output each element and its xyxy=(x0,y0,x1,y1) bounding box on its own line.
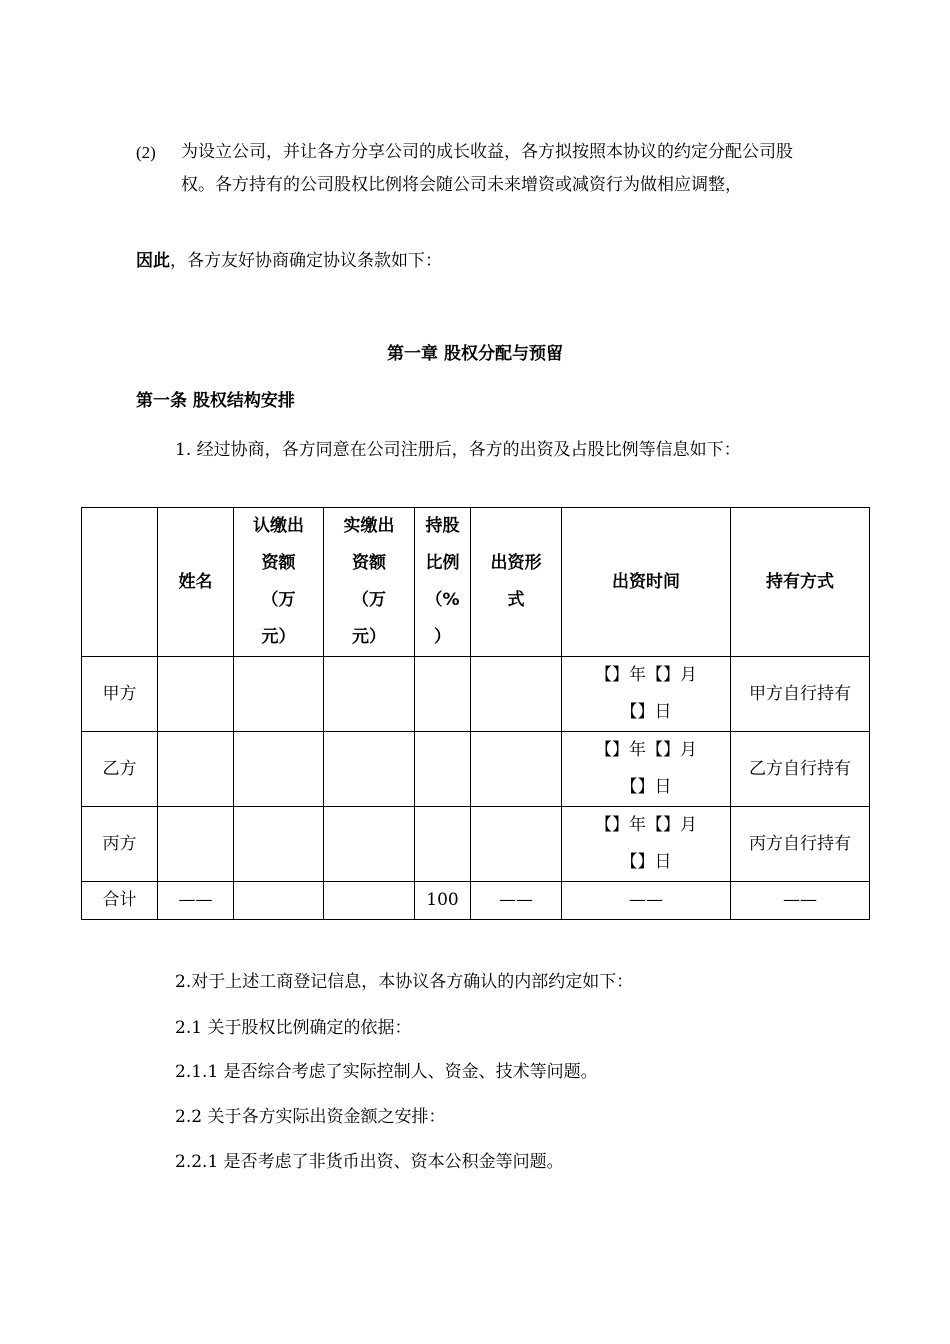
name-cell xyxy=(158,807,234,882)
party-label: 甲方 xyxy=(82,657,158,732)
clause-2-1-1: 2.1.1 是否综合考虑了实际控制人、资金、技术等问题。 xyxy=(175,1062,598,1082)
date-cell: 【】年【】月 【】日 xyxy=(562,807,731,882)
party-label: 丙方 xyxy=(82,807,158,882)
holding-cell: 甲方自行持有 xyxy=(731,657,870,732)
total-date: —— xyxy=(562,882,731,920)
total-ratio: 100 xyxy=(415,882,471,920)
paid-cell xyxy=(324,657,415,732)
name-cell xyxy=(158,732,234,807)
header-subscribed: 认缴出 资额 （万 元） xyxy=(234,508,324,657)
therefore-bold: 因此 xyxy=(136,251,170,271)
clause-1: 1. 经过协商，各方同意在公司注册后，各方的出资及占股比例等信息如下： xyxy=(175,440,741,460)
total-paid xyxy=(324,882,415,920)
holding-cell: 丙方自行持有 xyxy=(731,807,870,882)
total-name: —— xyxy=(158,882,234,920)
table-row xyxy=(82,732,870,807)
recital-number: (2) xyxy=(136,143,156,162)
header-date: 出资时间 xyxy=(562,508,731,657)
date-cell: 【】年【】月 【】日 xyxy=(562,732,731,807)
header-ratio: 持股 比例 （% ） xyxy=(415,508,471,657)
ratio-cell xyxy=(415,657,471,732)
name-cell xyxy=(158,657,234,732)
header-cell xyxy=(82,508,158,657)
chapter-title: 第一章 股权分配与预留 xyxy=(387,344,563,364)
recital-text: 为设立公司，并让各方分享公司的成长收益，各方拟按照本协议的约定分配公司股权。各方持有的公司股权比例将会随公司未来增资或减资行为做相应调整， xyxy=(181,142,793,195)
form-cell xyxy=(471,807,562,882)
total-holding: —— xyxy=(731,882,870,920)
clause-2-2: 2.2 关于各方实际出资金额之安排： xyxy=(175,1107,446,1127)
subscribed-cell xyxy=(234,732,324,807)
therefore-text: ，各方友好协商确定协议条款如下： xyxy=(170,251,442,271)
date-cell: 【】年【】月 【】日 xyxy=(562,657,731,732)
table-row xyxy=(82,807,870,882)
total-subscribed xyxy=(234,882,324,920)
clause-2: 2.对于上述工商登记信息，本协议各方确认的内部约定如下： xyxy=(175,972,634,992)
article-title: 第一条 股权结构安排 xyxy=(136,391,295,411)
clause-2-2-1: 2.2.1 是否考虑了非货币出资、资本公积金等问题。 xyxy=(175,1152,564,1172)
paid-cell xyxy=(324,807,415,882)
table-row xyxy=(82,657,870,732)
equity-table xyxy=(81,507,870,920)
therefore-paragraph xyxy=(136,245,442,278)
holding-cell: 乙方自行持有 xyxy=(731,732,870,807)
form-cell xyxy=(471,657,562,732)
recital-paragraph xyxy=(136,136,826,202)
total-form: —— xyxy=(471,882,562,920)
clause-2-1: 2.1 关于股权比例确定的依据： xyxy=(175,1018,412,1038)
header-name: 姓名 xyxy=(158,508,234,657)
paid-cell xyxy=(324,732,415,807)
ratio-cell xyxy=(415,732,471,807)
subscribed-cell xyxy=(234,807,324,882)
table-total-row xyxy=(82,882,870,920)
ratio-cell xyxy=(415,807,471,882)
form-cell xyxy=(471,732,562,807)
header-form: 出资形 式 xyxy=(471,508,562,657)
subscribed-cell xyxy=(234,657,324,732)
party-label: 乙方 xyxy=(82,732,158,807)
table-header-row xyxy=(82,508,870,657)
header-paid: 实缴出 资额 （万 元） xyxy=(324,508,415,657)
total-label: 合计 xyxy=(82,882,158,920)
header-holding: 持有方式 xyxy=(731,508,870,657)
